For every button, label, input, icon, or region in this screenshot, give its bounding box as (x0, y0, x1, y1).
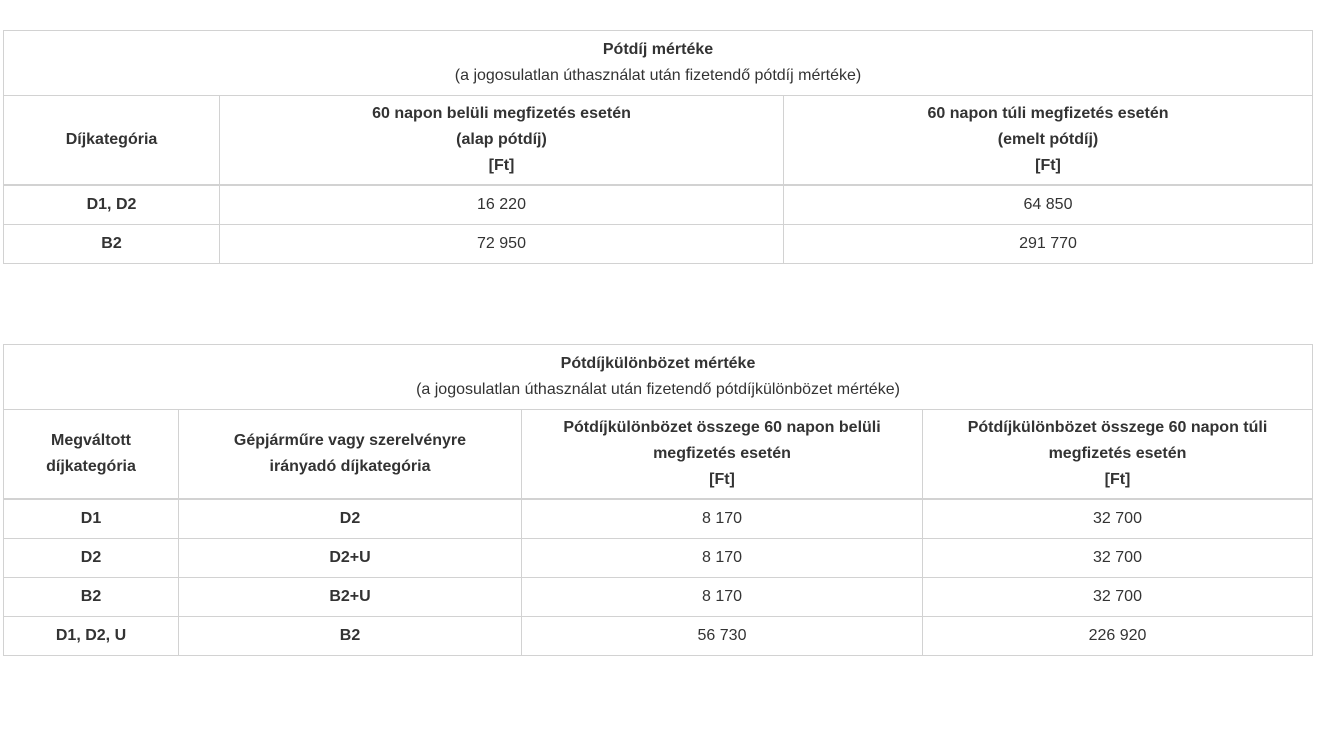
value-cell: 8 170 (522, 539, 923, 578)
value-cell: 32 700 (923, 578, 1313, 617)
header-line: díjkategória (46, 458, 136, 475)
table-row (4, 225, 1313, 264)
category-cell: D1, D2 (4, 185, 220, 225)
table-header-row (4, 410, 1313, 500)
purchased-category-cell: D2 (4, 539, 179, 578)
table-title-row (4, 345, 1313, 410)
table-subtitle: (a jogosulatlan úthasználat után fizetendő pótdíjkülönbözet mértéke) (416, 381, 900, 398)
header-beyond-60-days (923, 410, 1313, 500)
value-cell: 56 730 (522, 617, 923, 656)
header-line: [Ft] (1104, 471, 1131, 488)
value-cell: 8 170 (522, 499, 923, 539)
header-line: irányadó díjkategória (269, 458, 431, 475)
table-row (4, 578, 1313, 617)
value-cell: 64 850 (784, 185, 1313, 225)
value-cell: 32 700 (923, 539, 1313, 578)
value-cell: 72 950 (220, 225, 784, 264)
surcharge-table (3, 30, 1313, 264)
header-line: [Ft] (488, 157, 515, 174)
value-cell: 16 220 (220, 185, 784, 225)
table-row (4, 185, 1313, 225)
header-line: 60 napon túli megfizetés esetén (927, 105, 1169, 122)
header-line: [Ft] (709, 471, 735, 488)
purchased-category-cell: D1 (4, 499, 179, 539)
header-line: Megváltott (51, 432, 131, 449)
header-line: Pótdíjkülönbözet összege 60 napon belüli (563, 419, 881, 436)
header-line: Pótdíjkülönbözet összege 60 napon túli (967, 419, 1268, 436)
header-line: (emelt pótdíj) (997, 131, 1099, 148)
applicable-category-cell: B2+U (179, 578, 522, 617)
value-cell: 32 700 (923, 499, 1313, 539)
header-line: megfizetés esetén (1048, 445, 1187, 462)
surcharge-difference-table (3, 344, 1313, 656)
header-line: megfizetés esetén (653, 445, 791, 462)
value-cell: 226 920 (923, 617, 1313, 656)
category-cell: B2 (4, 225, 220, 264)
table-title: Pótdíjkülönbözet mértéke (560, 355, 756, 372)
purchased-category-cell: B2 (4, 578, 179, 617)
header-purchased-category (4, 410, 179, 500)
header-beyond-60-days (784, 96, 1313, 186)
header-line: [Ft] (1035, 157, 1061, 174)
table-title-cell (4, 345, 1313, 410)
table-header-row (4, 96, 1313, 186)
header-within-60-days (220, 96, 784, 186)
header-applicable-category (179, 410, 522, 500)
applicable-category-cell: B2 (179, 617, 522, 656)
header-line: 60 napon belüli megfizetés esetén (372, 105, 631, 122)
applicable-category-cell: D2+U (179, 539, 522, 578)
table-title: Pótdíj mértéke (602, 41, 714, 58)
table-title-cell (4, 31, 1313, 96)
table-row (4, 617, 1313, 656)
value-cell: 291 770 (784, 225, 1313, 264)
table-title-row (4, 31, 1313, 96)
applicable-category-cell: D2 (179, 499, 522, 539)
value-cell: 8 170 (522, 578, 923, 617)
header-line: Gépjárműre vagy szerelvényre (233, 432, 467, 449)
table-row (4, 499, 1313, 539)
purchased-category-cell: D1, D2, U (4, 617, 179, 656)
header-line: (alap pótdíj) (456, 131, 547, 148)
table-row (4, 539, 1313, 578)
header-within-60-days (522, 410, 923, 500)
header-category: Díjkategória (4, 96, 220, 186)
table-subtitle: (a jogosulatlan úthasználat után fizetendő pótdíj mértéke) (454, 67, 862, 84)
